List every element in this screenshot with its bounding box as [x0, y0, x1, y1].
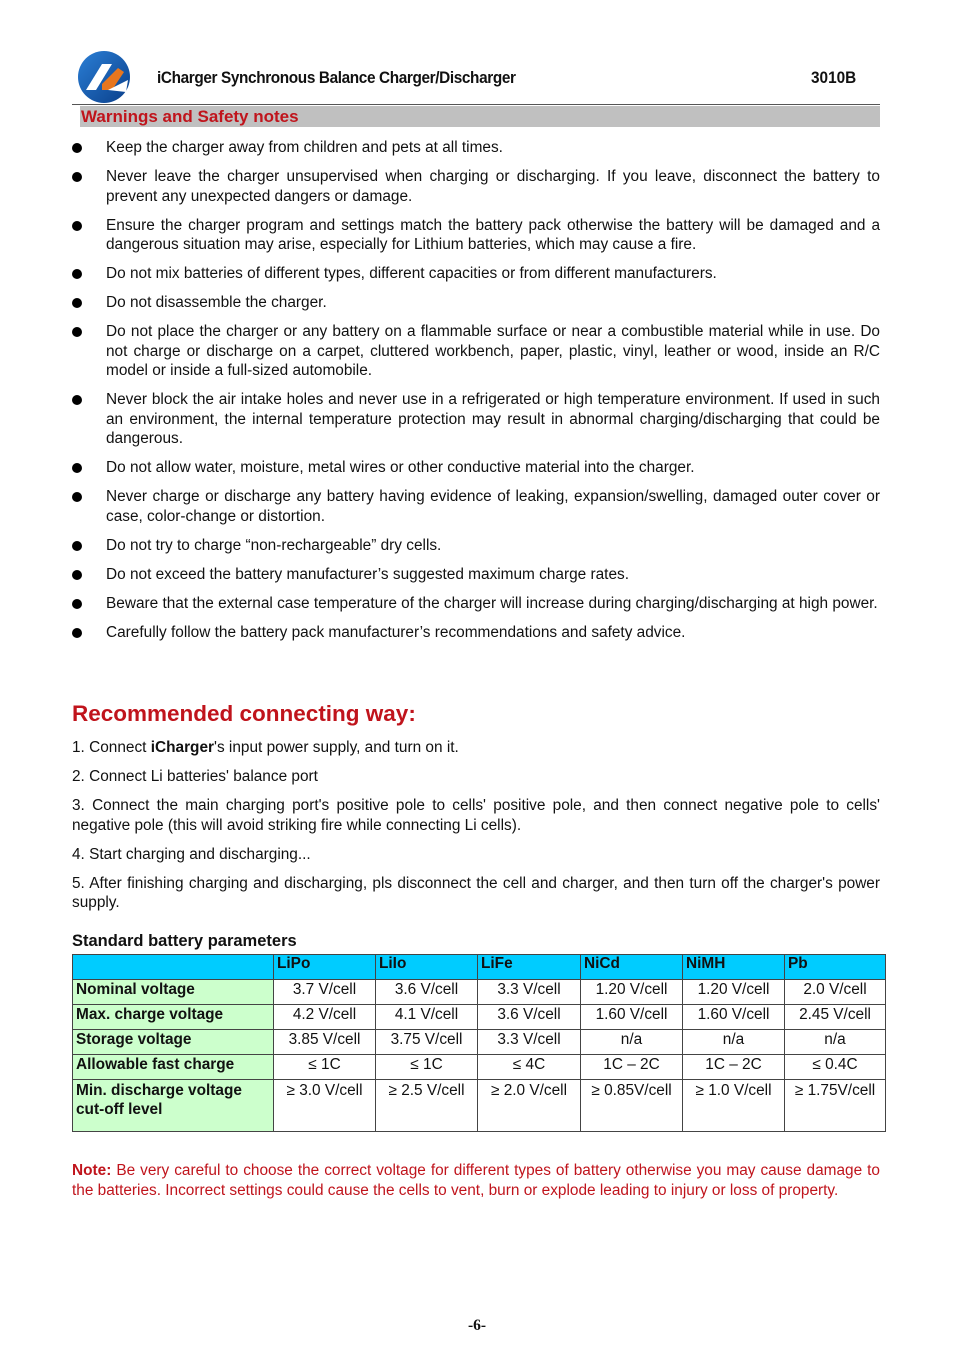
warning-text: Do not place the charger or any battery on a flammable surface or near a combustible material while in use. Do not charge or discharge on a carpet, cluttered workbench, paper, plastic, vinyl, leather or wood, inside an R/C model or inside a full-sized automobile. [106, 323, 880, 380]
column-header: LiFe [478, 955, 581, 980]
column-header: NiCd [581, 955, 683, 980]
row-label: Min. discharge voltage cut-off level [73, 1080, 274, 1132]
warnings-list [72, 138, 880, 652]
column-header: NiMH [683, 955, 785, 980]
warning-text: Do not allow water, moisture, metal wires or other conductive material into the charger. [106, 459, 695, 477]
table-row [73, 1080, 886, 1132]
bullet-icon [72, 143, 82, 153]
document-title: iCharger Synchronous Balance Charger/Discharger [157, 69, 516, 87]
warning-text: Ensure the charger program and settings match the battery pack otherwise the battery will be damaged and a dangerous situation may arise, especially for Lithium batteries, which may cause a fire. [106, 216, 880, 254]
list-item [72, 390, 880, 449]
brand-logo-icon [72, 50, 136, 104]
model-number: 3010B [811, 69, 857, 87]
table-cell: 3.75 V/cell [376, 1030, 478, 1055]
row-label: Allowable fast charge [73, 1055, 274, 1080]
params-table-title: Standard battery parameters [72, 932, 297, 950]
table-cell: 3.85 V/cell [274, 1030, 376, 1055]
list-item [72, 216, 880, 255]
table-cell: 1.20 V/cell [683, 980, 785, 1005]
list-item [72, 264, 880, 284]
step-4: 4. Start charging and discharging... [72, 845, 311, 863]
table-cell: ≥ 1.75V/cell [785, 1080, 886, 1132]
table-cell: ≤ 4C [478, 1055, 581, 1080]
bullet-icon [72, 570, 82, 580]
warning-text: Do not exceed the battery manufacturer’s suggested maximum charge rates. [106, 566, 629, 583]
battery-params-table [72, 954, 886, 1132]
safety-note [72, 1161, 880, 1200]
warning-text: Do not disassemble the charger. [106, 294, 327, 312]
list-item [72, 565, 880, 585]
row-label: Nominal voltage [73, 980, 274, 1005]
table-cell: n/a [785, 1030, 886, 1055]
bullet-icon [72, 327, 82, 337]
table-row [73, 1030, 886, 1055]
table-cell: 3.3 V/cell [478, 1030, 581, 1055]
table-header-row [73, 955, 886, 980]
bullet-icon [72, 395, 82, 405]
list-item [72, 322, 880, 381]
warning-text: Carefully follow the battery pack manufacturer’s recommendations and safety advice. [106, 623, 686, 641]
warnings-heading: Warnings and Safety notes [80, 106, 880, 127]
table-cell: 1C – 2C [581, 1055, 683, 1080]
warning-text: Keep the charger away from children and pets at all times. [106, 139, 503, 156]
table-cell: 3.6 V/cell [376, 980, 478, 1005]
table-cell: 3.7 V/cell [274, 980, 376, 1005]
table-cell: n/a [581, 1030, 683, 1055]
table-cell: ≥ 3.0 V/cell [274, 1080, 376, 1132]
connecting-steps [72, 738, 880, 922]
step-1-brand: iCharger [150, 739, 215, 756]
table-cell: 1C – 2C [683, 1055, 785, 1080]
table-row [73, 980, 886, 1005]
list-item [72, 293, 880, 313]
table-cell: ≥ 2.5 V/cell [376, 1080, 478, 1132]
step-3: 3. Connect the main charging port's positive pole to cells' positive pole, and then connect negative pole to cells' negative pole (this will avoid striking fire while connecting Li cells). [72, 796, 880, 834]
table-cell: ≥ 0.85V/cell [581, 1080, 683, 1132]
bullet-icon [72, 172, 82, 182]
table-cell: 1.60 V/cell [683, 1005, 785, 1030]
list-item [72, 623, 880, 643]
table-cell: 1.20 V/cell [581, 980, 683, 1005]
table-cell: 1.60 V/cell [581, 1005, 683, 1030]
table-row [73, 1005, 886, 1030]
step-5: 5. After finishing charging and discharging, pls disconnect the cell and charger, and then turn off the charger's power supply. [72, 874, 880, 912]
step-1-prefix: 1. Connect [72, 739, 151, 756]
column-header: LiIo [376, 955, 478, 980]
list-item [72, 487, 880, 526]
bullet-icon [72, 492, 82, 502]
step-1 [72, 738, 880, 758]
table-cell: 2.45 V/cell [785, 1005, 886, 1030]
note-label: Note: [72, 1162, 112, 1179]
table-cell: ≤ 1C [274, 1055, 376, 1080]
list-item [72, 167, 880, 206]
connecting-heading: Recommended connecting way: [72, 701, 416, 726]
list-item [72, 536, 880, 556]
table-cell: 4.1 V/cell [376, 1005, 478, 1030]
list-item [72, 138, 880, 158]
page-number: -6- [467, 1317, 487, 1334]
table-cell: 3.3 V/cell [478, 980, 581, 1005]
step-1-suffix: 's input power supply, and turn on it. [214, 739, 459, 756]
list-item [72, 458, 880, 478]
table-cell: ≤ 1C [376, 1055, 478, 1080]
row-label: Max. charge voltage [73, 1005, 274, 1030]
table-cell: 2.0 V/cell [785, 980, 886, 1005]
warning-text: Do not try to charge “non-rechargeable” dry cells. [106, 537, 442, 555]
table-cell: n/a [683, 1030, 785, 1055]
step-2: 2. Connect Li batteries' balance port [72, 767, 318, 785]
warning-text: Never leave the charger unsupervised when charging or discharging. If you leave, disconnect the battery to prevent any unexpected dangers or damage. [106, 167, 880, 205]
warning-text: Never charge or discharge any battery having evidence of leaking, expansion/swelling, damaged outer cover or case, color-change or distortion. [106, 488, 880, 526]
list-item [72, 594, 880, 614]
bullet-icon [72, 221, 82, 231]
bullet-icon [72, 269, 82, 279]
header-divider [72, 104, 880, 105]
table-cell: 4.2 V/cell [274, 1005, 376, 1030]
bullet-icon [72, 298, 82, 308]
warning-text: Do not mix batteries of different types, different capacities or from different manufacturers. [106, 265, 717, 283]
table-cell: ≥ 1.0 V/cell [683, 1080, 785, 1132]
bullet-icon [72, 628, 82, 638]
bullet-icon [72, 463, 82, 473]
bullet-icon [72, 599, 82, 609]
row-label: Storage voltage [73, 1030, 274, 1055]
column-header: Pb [785, 955, 886, 980]
table-row [73, 1055, 886, 1080]
warning-text: Never block the air intake holes and never use in a refrigerated or high temperature environment. If used in such an environment, the internal temperature protection may result in abnormal charging/discharging that could be dangerous. [106, 391, 880, 448]
column-header: LiPo [274, 955, 376, 980]
table-cell: ≥ 2.0 V/cell [478, 1080, 581, 1132]
table-cell: ≤ 0.4C [785, 1055, 886, 1080]
table-cell: 3.6 V/cell [478, 1005, 581, 1030]
warning-text: Beware that the external case temperature of the charger will increase during charging/discharging at high power. [106, 594, 878, 612]
note-text: Be very careful to choose the correct voltage for different types of battery otherwise you may cause damage to the batteries. Incorrect settings could cause the cells to vent, burn or explode leading to injury or loss of property. [72, 1162, 880, 1199]
column-header [73, 955, 274, 980]
bullet-icon [72, 541, 82, 551]
